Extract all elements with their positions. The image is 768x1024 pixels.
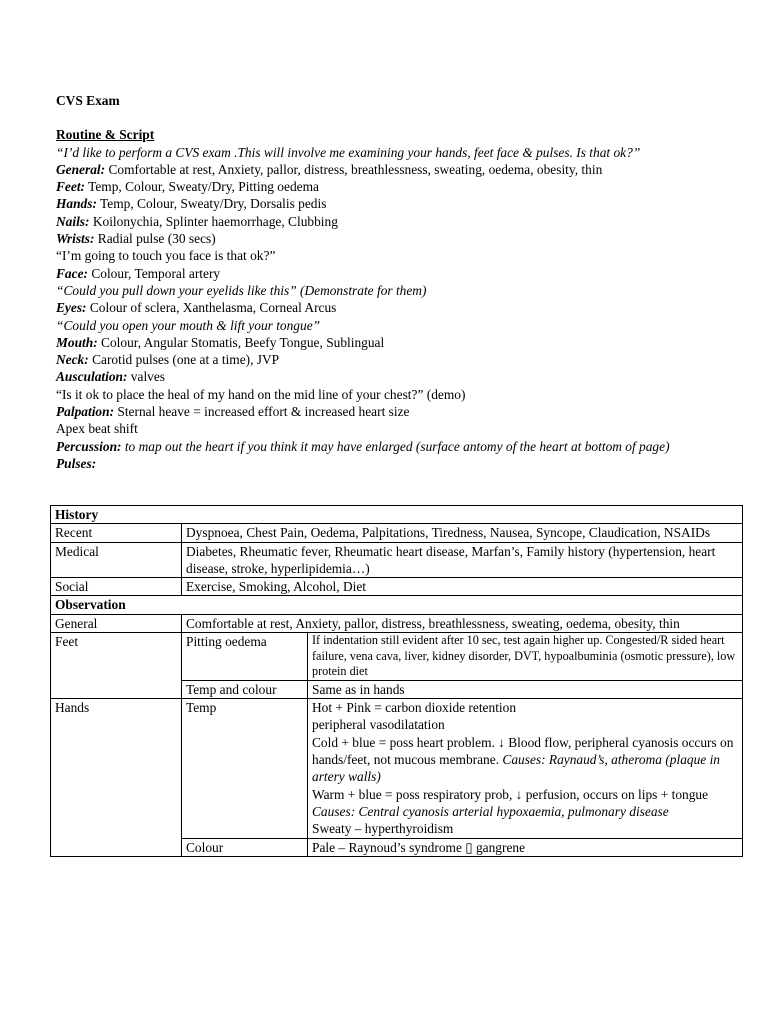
eyes-text: Colour of sclera, Xanthelasma, Corneal Arcus [86,300,337,316]
table-row [51,524,743,542]
temp-cold-line [312,734,738,786]
temp-warm-causes: Causes: Central cyanosis arterial hypoxaemia, pulmonary disease [312,803,669,819]
nails-text: Koilonychia, Splinter haemorrhage, Clubbing [89,213,338,229]
neck-label: Neck: [56,352,89,368]
nails-line [56,213,756,230]
observation-heading: Observation [51,596,743,614]
temp-label: Temp [182,699,308,838]
temp-cold-causes: Causes: Raynaud’s, atheroma (plaque in artery walls) [312,752,720,785]
feet-text: Temp, Colour, Sweaty/Dry, Pitting oedema [85,179,319,195]
table-row [51,633,743,681]
eyelids-quote: “Could you pull down your eyelids like this” (Demonstrate for them) [56,282,427,298]
obs-general-text: Comfortable at rest, Anxiety, pallor, distress, breathlessness, sweating, oedema, obesity, thin [182,614,743,632]
obs-feet-label: Feet [51,633,182,699]
feet-line [56,178,756,195]
face-label: Face: [56,265,88,281]
chest-quote: “Is it ok to place the heal of my hand on the mid line of your chest?” (demo) [56,386,466,402]
hands-line [56,195,756,212]
eyes-label: Eyes: [56,300,87,316]
eyes-line [56,299,756,316]
palpation-line [56,403,756,420]
colour-label: Colour [182,838,308,856]
colour-text: Pale – Raynoud’s syndrome ▯ gangrene [308,838,743,856]
recent-label: Recent [51,524,182,542]
nails-label: Nails: [56,213,90,229]
wrists-line [56,230,756,247]
routine-heading: Routine & Script [56,127,155,143]
touch-quote: “I’m going to touch you face is that ok?” [56,248,276,264]
medical-label: Medical [51,542,182,578]
social-text: Exercise, Smoking, Alcohol, Diet [182,578,743,596]
mouth-label: Mouth: [56,334,98,350]
apex-line: Apex beat shift [56,421,138,437]
table-row [51,614,743,632]
temp-cold-text: Cold + blue = poss heart problem. ↓ Blood flow, peripheral cyanosis occurs on hands/feet, not mucous membrane. [312,734,734,768]
wrists-text: Radial pulse (30 secs) [94,231,216,247]
obs-general-label: General [51,614,182,632]
percussion-line [56,438,716,455]
general-text: Comfortable at rest, Anxiety, pallor, distress, breathlessness, sweating, oedema, obesity, thin [105,161,603,177]
hands-label: Hands: [56,196,97,212]
obs-hands-label: Hands [51,699,182,857]
temp-sweaty-line: Sweaty – hyperthyroidism [312,821,454,837]
general-line [56,161,756,178]
tempcolour-label: Temp and colour [182,680,308,698]
recent-text: Dyspnoea, Chest Pain, Oedema, Palpitations, Tiredness, Nausea, Syncope, Claudication, NSAIDs [182,524,743,542]
temp-vaso-line: peripheral vasodilatation [312,717,445,733]
mouth-line [56,334,756,351]
percussion-label: Percussion: [56,438,122,454]
history-heading: History [51,506,743,524]
mouth-text: Colour, Angular Stomatis, Beefy Tongue, Sublingual [97,334,385,350]
ausculation-line [56,368,756,385]
face-line [56,265,756,282]
temp-warm-text: Warm + blue = poss respiratory prob, ↓ perfusion, occurs on lips + tongue [312,786,709,802]
temp-warm-line [312,786,738,821]
feet-label: Feet: [56,179,85,195]
history-table [50,505,743,857]
ausculation-label: Ausculation: [56,369,128,385]
social-label: Social [51,578,182,596]
palpation-label: Palpation: [56,404,115,420]
table-row [51,542,743,578]
percussion-text: to map out the heart if you think it may have enlarged (surface antomy of the heart at bottom of page) [121,438,670,454]
document-title: CVS Exam [56,93,120,108]
document-page [56,92,756,472]
temp-hot-line: Hot + Pink = carbon dioxide retention [312,700,517,716]
wrists-label: Wrists: [56,231,95,247]
table-row [51,699,743,838]
general-label: General: [56,161,106,177]
ausculation-text: valves [127,369,166,385]
neck-line [56,351,756,368]
pulses-label: Pulses: [56,455,97,471]
temp-cell [308,699,743,838]
pitting-label: Pitting oedema [182,633,308,681]
intro-quote: “I’d like to perform a CVS exam .This will involve me examining your hands, feet face & pulses. Is that ok?” [56,144,641,160]
hands-text: Temp, Colour, Sweaty/Dry, Dorsalis pedis [96,196,327,212]
pitting-text: If indentation still evident after 10 sec, test again higher up. Congested/R sided heart failure, vena cava, liver, kidney disorder, DVT, hypoalbuminia (osmotic pressure), low protein diet [308,633,743,681]
table-row [51,578,743,596]
palpation-text: Sternal heave = increased effort & increased heart size [114,404,410,420]
pulses-line [56,455,756,472]
neck-text: Carotid pulses (one at a time), JVP [88,352,280,368]
medical-text: Diabetes, Rheumatic fever, Rheumatic heart disease, Marfan’s, Family history (hypertension, heart disease, stroke, hyperlipidemia…) [182,542,743,578]
tempcolour-text: Same as in hands [308,680,743,698]
face-text: Colour, Temporal artery [87,265,221,281]
mouth-quote: “Could you open your mouth & lift your tongue” [56,317,321,333]
table-row [51,596,743,614]
table-row [51,506,743,524]
